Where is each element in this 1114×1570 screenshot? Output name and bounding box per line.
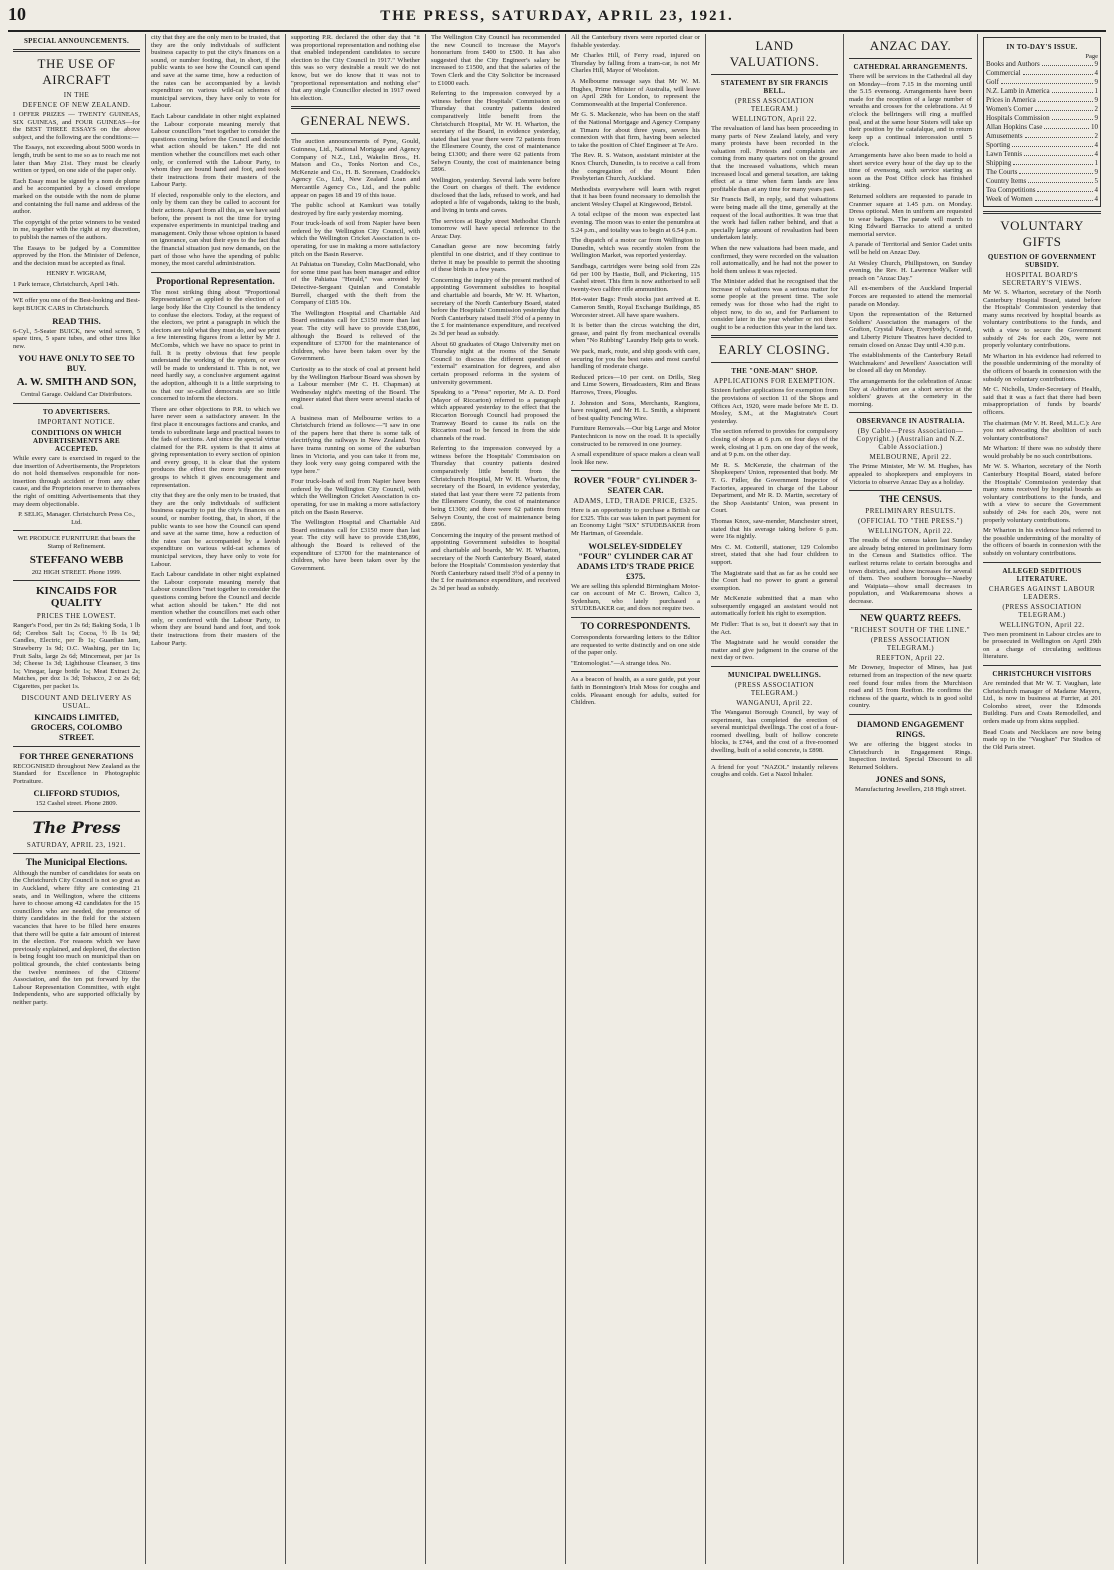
clifford-body: RECOGNISED throughout New Zealand as the Standard for Excellence in Photographic Portraiture.: [13, 762, 140, 785]
editorial-body2: Each Labour candidate in other night explained the Labour corporate meaning merely that Labour councillors "met together to consider the questions coming before the Council and decide what action should be taken." He did not mention whether the councillors met each other only, or conferred with the Labour Party, to whom they are bound hand and foot, and took their instructions from their masters of the Labour Party.: [151, 112, 280, 189]
news-body2: Referring to the impression conveyed by a witness before the Hospitals' Commission on Thursday that country patients desired comparatively little benefit from the Christchurch Hospital, Mr W. H. Wharton, the secretary of the Board, in evidence yesterday, stated that last year there were 72 patients from the Ellesmere County, the cost of maintenance being £1300; and there were 62 patients from Selwyn County, the cost of maintenance being £896.: [431, 90, 560, 174]
early-body9: The Magistrate said he would consider the matter and give judgment in the course of the next day or two.: [711, 639, 838, 662]
observance-press: (By Cable—Press Association—Copyright.) (Australian and N.Z. Cable Association.): [856, 427, 965, 452]
important-notice: IMPORTANT NOTICE.: [37, 418, 116, 427]
news-body5: Canadian geese are now becoming fairly plentiful in one district, and if they continue to thrive it may be possible to permit the shooting of these birds in a few years.: [431, 243, 560, 274]
special-announcements-heading: SPECIAL ANNOUNCEMENTS.: [23, 37, 129, 45]
item-body5: The Rev. R. S. Watson, assistant minister at the Knox Church, Dunedin, is to receive a call from the congregation of the Mount Eden Presbyterian Church, Auckland.: [571, 152, 700, 183]
index-page: 2: [1094, 132, 1098, 140]
anzac-body9: The arrangements for the celebration of Anzac Day at Ashburton are a short service at the soldiers' graves at the cemetery in the morning.: [849, 377, 972, 408]
municipal-elections-heading: The Municipal Elections.: [25, 857, 128, 868]
item-body9: Sandbags, cartridges were being sold from 22s 6d per 100 by Hastie, Bull, and Pickering, 115 Cashel street. This firm is now authorised to sell twenty-two calibre rifle ammunition.: [571, 263, 700, 293]
column-3: [286, 34, 426, 1564]
general-body3-cont: Four truck-loads of soil from Napier have been ordered by the Wellington City Council, with which the Wellington Cricket Association is co-operating, for use in making a more satisfactory pitch on the Basin Reserve.: [291, 478, 420, 516]
divider: [711, 362, 838, 363]
webb-address: 202 HIGH STREET. Phone 1999.: [31, 568, 122, 576]
news-body1: The Wellington City Council has recommended the new Council to increase the Mayor's honorarium from £400 to £500. It has also suggested that the City Engineer's salary be increased to £1500, and that the salaries of the Town Clerk and the City Solicitor be increased to £1000 each.: [431, 34, 560, 87]
news-body8: Speaking to a "Press" reporter, Mr A. D. Ford (Mayor of Riccarton) referred to a paragraph which appeared yesterday to the effect that the Riccarton Borough Council had proposed the Tramway Board to cause its rails on the Riccarton road to be fenced in from the side channels of the road.: [431, 389, 560, 442]
divider: [571, 671, 700, 672]
item-body16: A small expenditure of space makes a clean wall look like new.: [571, 451, 700, 466]
divider: [711, 759, 838, 760]
index-label: Golf: [986, 78, 999, 86]
page-number: 10: [8, 4, 26, 24]
seditious-body: Two men prominent in Labour circles are to be prosecuted in Wellington on April 29th on a charge of circulating seditious literature.: [983, 630, 1101, 661]
municipal-elections-body: Although the number of candidates for seats on the Christchurch City Council is not so great as in Auckland, where fifty are contesting 21 seats, and in Wellington, where the citizens have to choose among 42 candidates for the 15 councillors who are needed, the presence of thirty candidates in the field for the sixteen vacancies that have to be filled here ensures that there will be quite a fair amount of interest in the election. For reasons which we have previously explained, and deplored, the election is being fought too much on municipal than on political grounds, the chief contestants being the twelve nominees of the Citizens' Association, and the ten put forward by the Labour Representation Committee, with eight Independents, who are supported officially by neither party.: [13, 869, 140, 1006]
index-label: Commercial: [986, 69, 1021, 77]
index-page-label: Page: [1085, 53, 1098, 60]
aircraft-body5: The Essays to be judged by a Committee approved by the Hon. the Minister of Defence, and the decision must be accepted as final.: [13, 244, 140, 267]
index-label: Amusements: [986, 132, 1023, 140]
buick-body: WE offer you one of the Best-looking and Best-kept BUICK CARS in Christchurch.: [13, 297, 140, 313]
divider: [151, 272, 280, 273]
divider: [13, 292, 140, 293]
item-body8: The dispatch of a motor car from Wellington to Dunedin, which was recently stolen from the Wellington Market, was reported yesterday.: [571, 237, 700, 260]
quartz-press: (PRESS ASSOCIATION TELEGRAM.): [870, 636, 951, 653]
seditious-heading: ALLEGED SEDITIOUS LITERATURE.: [1002, 566, 1082, 583]
index-row: [986, 177, 1098, 186]
column-5: [566, 34, 706, 1564]
aircraft-title: THE USE OF AIRCRAFT: [37, 56, 116, 87]
item-body14: J. Johnston and Sons, Merchants, Rangiora, have resigned, and Mr H. L. Smith, a shipment of best quality Fencing Wire.: [571, 399, 700, 422]
item-body2: Mr Charles Hill, of Ferry road, injured on Thursday by falling from a tram-car, is not Mr Charles Hill, Mayor of Woolston.: [571, 52, 700, 75]
jones-address: Manufacturing Jewellers, 218 High street.: [855, 786, 966, 794]
index-page: 4: [1094, 186, 1098, 194]
conditions-signature: P. SELIG, Manager. Christchurch Press Co., Ltd.: [18, 511, 135, 526]
editorial-body4: There are other objections to P.R. to which we have never seen a satisfactory answer. In the first place it encourages factions and cranks, and tends to subordinate large and practical issues to the fads of sections. And since the special virtue claimed for the P.R. system is that it aims at giving representation to every section of opinion and every group, it is clear that the system produces the effect the more truly the more groups to which it gives encouragement and representation.: [151, 405, 280, 489]
early-sub: THE "ONE-MAN" SHOP.: [731, 367, 818, 376]
index-page: 9: [1094, 78, 1098, 86]
generations-heading: FOR THREE GENERATIONS: [19, 750, 134, 761]
early-body6: The Magistrate said that as far as he could see the Court had no power to grant a general exemption.: [711, 569, 838, 592]
index-row: [986, 60, 1098, 69]
seditious-press: (PRESS ASSOCIATION TELEGRAM.): [1002, 602, 1082, 619]
editorial-body1: city that they are the only men to be trusted, that they are the only individuals of sufficient business capacity to put the city's finances on a sound, or number footing, that, in short, if the public wants to see how the Council can spend and save at the same time, how a reduction of the rates can be accompanied by a lavish expenditure on various wild-cat schemes of municipal services, they have only to vote for Labour.: [151, 34, 280, 110]
anzac-body7: Upon the representation of the Returned Soldiers' Association the managers of the Grafton, Crystal Palace, Everybody's, Grand, and Liberty Picture Theatres have decided to remain closed on Anzac Day until 4.30 p.m.: [849, 311, 972, 349]
quartz-heading: NEW QUARTZ REEFS.: [860, 614, 961, 625]
anzac-body5: At Wesley Church, Phillipstown, on Sunday evening, the Rev. H. Lawrence Walker will preach on "Anzac Day.": [849, 259, 972, 282]
index-box: [983, 37, 1101, 207]
divider: [849, 490, 972, 491]
seditious-dateline: WELLINGTON, April 22.: [999, 620, 1085, 629]
anzac-sub: CATHEDRAL ARRANGEMENTS.: [853, 63, 968, 71]
wolseley-heading: WOLSELEY-SIDDELEY "FOUR" CYLINDER CAR AT ADAMS LTD'S TRADE PRICE £375.: [576, 540, 695, 581]
discount: DISCOUNT AND DELIVERY AS USUAL.: [21, 693, 132, 710]
early-body5: Mrs C. M. Cotterill, stationer, 129 Colombo street, stated that she had four children to support.: [711, 543, 838, 566]
general-news-heading: GENERAL NEWS.: [300, 113, 411, 129]
news-body3: Wellington, yesterday. Several lads were before the Court on charges of theft. The evidence disclosed that the lads, refused to work, and had adopted a life of vagabonds, taking to the bush, and living in tents and caves.: [431, 176, 560, 215]
divider: [983, 665, 1101, 666]
item-body11: It is better than the circus watching the dirt, grease, and paint fly from mechanical overalls when "No Rubbing" Laundry Help gets to work.: [571, 322, 700, 345]
item-body7: A total eclipse of the moon was expected last evening. The moon was to enter the penumbra at 5.24 p.m., and totality was to begin at 6.54 p.m.: [571, 211, 700, 234]
index-row: [986, 114, 1098, 123]
column-4: [426, 34, 566, 1564]
item-body6: Methodists everywhere will learn with regret that it has been found necessary to demolish the ancient Wesley Chapel at Kingswood, Bristol.: [571, 185, 700, 208]
anzac-day-heading: ANZAC DAY.: [869, 38, 952, 53]
voluntary-sub2: HOSPITAL BOARD'S SECRETARY'S VIEWS.: [1002, 271, 1082, 287]
divider: [291, 133, 420, 134]
index-list: [986, 60, 1098, 204]
divider: [711, 74, 838, 75]
observance-heading: OBSERVANCE IN AUSTRALIA.: [856, 417, 965, 426]
proportional-body: The most striking thing about "Proportional Representation" as applied to the election of a large body like the City Council is the tendency to confuse the electors. Today, at the request of the electors, we print a paragraph in which the electors are told what they must do, and we print a few interesting figures from a letter by Mr J. McCombs, which we have no space to print in full. It is pretty obvious that few people understand the working of the system, or ever will be made to understand it. This is not, we need hardly say, a conclusive argument against the adoption, although it is a little surprising to us that our so-called democrats are so little concerned to inform the electors.: [151, 288, 280, 403]
index-row: [986, 87, 1098, 96]
general-body3: Four truck-loads of soil from Napier have been ordered by the Wellington City Council, with which the Wellington Cricket Association is co-operating, for use in making a more satisfactory pitch on the Basin Reserve.: [291, 220, 420, 258]
steffano-webb: STEFFANO WEBB: [29, 553, 124, 566]
index-label: Sporting: [986, 141, 1011, 149]
municipal-dwellings-heading: MUNICIPAL DWELLINGS.: [728, 671, 821, 680]
aircraft-body3: Each Essay must be signed by a nom de plume and be accompanied by a closed envelope marked on the outside with the nom de plume and containing the full name and address of the author.: [13, 177, 140, 216]
land-valuations-heading: LAND VALUATIONS.: [729, 38, 820, 69]
general-body2: The public school at Kamkuri was totally destroyed by fire early yesterday morning.: [291, 202, 420, 217]
press-banner: [13, 811, 140, 854]
index-label: The Courts: [986, 168, 1018, 176]
divider: [711, 335, 838, 338]
press-logo: The Press: [32, 817, 121, 837]
seditious-sub: CHARGES AGAINST LABOUR LEADERS.: [988, 584, 1096, 601]
index-row: [986, 123, 1098, 132]
index-label: Allan Hopkins Case: [986, 123, 1043, 131]
item-body1: All the Canterbury rivers were reported clear or fishable yesterday.: [571, 34, 700, 49]
masthead: [8, 4, 1106, 32]
voluntary-body2: Mr Wharton in his evidence had referred to the possible undermining of the morality of the officers of boards in connexion with the subsidy on voluntary contributions.: [983, 352, 1101, 383]
kincaids-prices: PRICES THE LOWEST.: [36, 612, 117, 621]
aircraft-body4: The copyright of the prize winners to be vested in me, together with the right at my discretion, to publish the names of the authors.: [13, 218, 140, 241]
kincaids-heading: KINCAIDS FOR QUALITY: [36, 585, 117, 610]
rover-sub: ADAMS, LTD, TRADE PRICE, £325.: [573, 497, 698, 506]
entomologist: "Entomologist."—A strange idea. No.: [571, 659, 671, 667]
anzac-body8: The establishments of the Canterbury Retail Watchmakers' and Jewellers' Association will be closed all day on Monday.: [849, 352, 972, 375]
column-2: [146, 34, 286, 1564]
census-heading: THE CENSUS.: [879, 495, 942, 506]
item-body15: Furniture Removals.—Our big Large and Motor Pantechnicon is now on the road. It is specially constructed to be removed in one journey.: [571, 425, 700, 448]
index-page: 1: [1094, 159, 1098, 167]
beacon-ad: As a beacon of health, as a sure guide, put your faith in Bonnington's Irish Moss for coughs and colds. Pleasant enough for adults, suited for Children.: [571, 676, 700, 707]
index-page: 4: [1094, 141, 1098, 149]
divider: [571, 617, 700, 618]
index-row: [986, 150, 1098, 159]
proportional-heading: Proportional Representation.: [156, 276, 275, 287]
observance-body: The Prime Minister, Mr W. M. Hughes, has appealed to shopkeepers and employers in Victoria to observe Anzac Day as a holiday.: [849, 463, 972, 486]
muni-dwell-dateline: WANGANUI, April 22.: [736, 699, 813, 708]
index-label: Country Items: [986, 177, 1027, 185]
divider: [849, 714, 972, 715]
jones-name: JONES and SONS,: [875, 774, 946, 785]
buick-read: READ THIS.: [52, 315, 101, 326]
item-body4: Mr G. S. Mackenzie, who has been on the staff of the National Mortgage and Agency Company at Timaru for about three years, severs his connexion with that firm, having been selected to take the position of Chief Engineer at Te Aro.: [571, 111, 700, 149]
visitors-body: Are reminded that Mr W. T. Vaughan, late Christchurch manager of Madame Mayers, Ltd., is now in business at Furrier, at 201 Colombo street, over the Edmonds Building. Furs and Coats Remodelled, and orders made up from skins supplied.: [983, 679, 1101, 725]
index-page: 5: [1094, 177, 1098, 185]
anzac-body4: A parade of Territorial and Senior Cadet units will be held on Anzac Day.: [849, 241, 972, 257]
voluntary-sub: QUESTION OF GOVERNMENT SUBSIDY.: [987, 253, 1097, 269]
columns: [8, 34, 1106, 1564]
voluntary-body1: Mr W. S. Wharton, secretary of the North Canterbury Hospital Board, stated before the Hospitals' Commission yesterday that many sums received by hospital boards as voluntary contributions to the funds, and with a view to secure the Government subsidy of 24s for each 20s, were not properly voluntary contributions.: [983, 289, 1101, 350]
news-body2-cont: Referring to the impression conveyed by a witness before the Hospitals' Commission on Thursday that country patients desired comparatively little benefit from the Christchurch Hospital, Mr W. H. Wharton, the secretary of the Board, in evidence yesterday, stated that last year there were 72 patients from the Ellesmere County, the cost of maintenance being £1300; and there were 62 patients from Selwyn County, the cost of maintenance being £896.: [431, 445, 560, 529]
divider: [983, 211, 1101, 214]
rover-heading: ROVER "FOUR" CYLINDER 3-SEATER CAR.: [573, 475, 697, 496]
index-page: 9: [1094, 96, 1098, 104]
item-body10: Hot-water Bags: Fresh stocks just arrived at E. Cameron Smith, Royal Exchange Buildings, 85 Worcester street. All have spare washers.: [571, 296, 700, 319]
divider: [13, 530, 140, 531]
index-row: [986, 141, 1098, 150]
clifford-address: 152 Cashel street. Phone 2809.: [35, 800, 118, 808]
conditions-heading: CONDITIONS ON WHICH ADVERTISEMENTS ARE ACCEPTED.: [31, 429, 122, 454]
voluntary-body1-cont: Mr W. S. Wharton, secretary of the North Canterbury Hospital Board, stated before the Hospitals' Commission yesterday that many sums received by hospital boards as voluntary contributions to the funds, and with a view to secure the Government subsidy of 24s for each 20s, were not properly voluntary contributions.: [983, 463, 1101, 524]
divider: [13, 403, 140, 404]
divider: [13, 580, 140, 581]
index-label: Shipping: [986, 159, 1012, 167]
index-row: [986, 96, 1098, 105]
muni-dwell-body: The Wanganui Borough Council, by way of experiment, has completed the erection of several municipal dwellings. The cost of a four-roomed dwelling, built of hollow concrete blocks, is £744, and the cost of a five-roomed dwelling, built of a solid concrete, is £898.: [711, 709, 838, 754]
divider: [13, 49, 140, 52]
divider: [571, 470, 700, 471]
index-heading: IN TO-DAY'S ISSUE.: [1006, 43, 1078, 51]
column-8: [978, 34, 1106, 1564]
aircraft-body2: The Essays, not exceeding about 5000 words in length, truth be sent to me so as to reach me not later than May 21st. They must be clearly written or typed, on one side of the paper only.: [13, 144, 140, 175]
voluntary-body2-cont: Mr Wharton in his evidence had referred to the possible undermining of the morality of the officers of boards in connexion with the subsidy on voluntary contributions.: [983, 527, 1101, 557]
news-body7: About 60 graduates of Otago University met on Thursday night at the rooms of the Senate Council to discuss the different question of "external" examination for degrees, and also certain proposed reforms in the system of university government.: [431, 340, 560, 386]
rover-body: Here is an opportunity to purchase a British car for £325. This car was taken in part payment for an Economy Light "SIX" STUDEBAKER from Mr Hartman, of Greendale.: [571, 507, 700, 538]
early-body1: Sixteen further applications for exemption from the provisions of section 11 of the Shops and Offices Act, 1920, were made before Mr E. D. Mosley, S.M., at the Magistrate's Court yesterday.: [711, 387, 838, 425]
pr-body: supporting P.R. declared the other day that "it was proportional representation and nothing else that enabled independent candidates to secure election to the City Council in 1917." Whether this was so very desirable a result we do not know, but we do know that it was not to "proportional representation and nothing else" that any single Councillor elected in 1917 owed his election.: [291, 34, 420, 102]
land-body2: Sir Francis Bell, in reply, said that valuations were being made all the time, generally at the request of the local authorities. It was true that the work had fallen rather behind, and that a specially large amount of revaluation had been undertaken lately.: [711, 196, 838, 242]
land-body4: The Minister added that he recognised that the increase of valuations was a serious matter for some people at the present time. The sole remedy was for those who had the right to object now, to do so, and for Parliament to consider later in the year whether or not there ought to be a reduction this year in the land tax.: [711, 278, 838, 331]
land-sub: STATEMENT BY SIR FRANCIS BELL.: [720, 79, 829, 95]
anzac-body2: Arrangements have also been made to hold a short service every hour of the day up to the time of evensong, such service starting as soon as the Post Office clock has finished striking.: [849, 151, 972, 190]
general-body1: The auction announcements of Pyne, Gould, Guinness, Ltd., National Mortgage and Agency Company of N.Z., Ltd., Wakelin Bros., H. Matson and Co., Tonks Norton and Co., McKenzie and Co., H. B. Sorensen, Craddock's Agency Co., Ltd., New Zealand Loan and Mercantile Agency Co., Ltd., and the public appear on pages 18 and 19 of this issue.: [291, 138, 420, 199]
index-label: Lawn Tennis: [986, 150, 1023, 158]
anzac-body6: All ex-members of the Auckland Imperial Forces are requested to attend the memorial parade on Monday.: [849, 285, 972, 308]
editorial-body1-cont: city that they are the only men to be trusted, that they are the only individuals of sufficient business capacity to put the city's finances on a sound, or number footing, that, in short, if the public wants to see how the Council can spend and save at the same time, how a reduction of the rates can be accompanied by a lavish expenditure on various wild-cat schemes of municipal services, they have only to vote for Labour.: [151, 492, 280, 568]
news-body4: The services at Rugby street Methodist Church tomorrow will have special reference to the Anzac Day.: [431, 217, 560, 240]
smith-address: Central Garage. Oakland Car Distributors.: [20, 391, 133, 399]
correspondents-heading: TO CORRESPONDENTS.: [580, 622, 691, 633]
divider: [849, 58, 972, 59]
index-label: Tea Competitions: [986, 186, 1036, 194]
item-body12: We pack, mark, route, and ship goods with care, securing for you the best rates and most careful handling of moderate charge.: [571, 347, 700, 371]
aircraft-address: 1 Park terrace, Christchurch, April 14th.: [13, 280, 119, 288]
index-page: 2: [1094, 105, 1098, 113]
column-6: [706, 34, 844, 1564]
early-closing-heading: EARLY CLOSING.: [718, 342, 831, 358]
item-body3: A Melbourne message says that Mr W. M. Hughes, Prime Minister of Australia, will leave on April 29th for London, to represent the Commonwealth at the Imperial Conference.: [571, 77, 700, 108]
aircraft-sub1: IN THE: [63, 91, 90, 99]
voluntary-body3: Mr C. Nicholls, Under-Secretary of Health, said that it was a fact that there had been misappropriation of funds by boards' officers.: [983, 386, 1101, 416]
correspondents-body: Correspondents forwarding letters to the Editor are requested to write distinctly and on one side of the paper only.: [571, 634, 700, 657]
general-body7: A business man of Melbourne writes to a Christchurch friend as follows:—"I saw in one of the papers here that there is some talk of electrifying the railways in New Zealand. You have trams running on some of the suburban lines in Victoria, and you can take it from me, they look very easy going compared with the type here.": [291, 414, 420, 475]
index-page: 10: [1091, 123, 1098, 131]
observance-dateline: MELBOURNE, April 22.: [869, 453, 952, 462]
bead-coats: Bead Coats and Necklaces are now being made up in the "Vaughan" Fur Studios of the Old Paris street.: [983, 728, 1101, 751]
divider: [291, 106, 420, 109]
aircraft-sub2: DEFENCE OF NEW ZEALAND.: [22, 101, 131, 109]
early-sub2: APPLICATIONS FOR EXEMPTION.: [713, 377, 836, 386]
masthead-title: THE PRESS, SATURDAY, APRIL 23, 1921.: [380, 8, 734, 24]
index-page: 4: [1094, 150, 1098, 158]
divider: [849, 412, 972, 413]
aircraft-body1: I OFFER PRIZES — TWENTY GUINEAS, SIX GUINEAS, and FOUR GUINEAS—for the BEST THREE ESSAYS on the above subject, and the following are the conditions:—: [13, 111, 140, 141]
divider: [711, 666, 838, 667]
editorial-body3: If elected, responsible only to the electors, and only by them can they be called to account for their actions. Apart from all this, as we have said before, the present is not the time for trying expensive experiments in municipal trading and management. Only those whose opinion is based on ignorance, can shut their eyes to the fact that the financial situation just now demands, on the part of those who have the spending of public money, the most careful administration.: [151, 191, 280, 268]
voluntary-body5: Mr Wharton: If there was no subsidy there would probably be no such contributions.: [983, 445, 1101, 460]
column-1: [8, 34, 146, 1564]
general-body4: At Pahiatua on Tuesday, Colin MacDonald, who for some time past has been manager and editor of the Pahiatua "Herald," was arrested by Detective-Sergeant Quinlan and Constable Burrell, charged with the theft from the Company of £185 10s.: [291, 261, 420, 307]
index-label: Week of Women: [986, 195, 1033, 203]
quartz-sub: "RICHEST SOUTH OF THE LINE.": [850, 626, 971, 635]
conditions-body: While every care is exercised in regard to the due insertion of Advertisements, the Proprietors do not hold themselves responsible for non-insertion through accident or from any other cause, and the Proprietors reserve to themselves the right of omitting Advertisements that they may deem objectionable.: [13, 455, 140, 508]
general-body5-cont: The Wellington Hospital and Charitable Aid Board estimates call for £3150 more than last year. The city will have to provide £38,896, although the Board is relieved of the expenditure of £3700 for the maintenance of children, who have been taken over by the Government.: [291, 519, 420, 572]
index-label: Women's Corner: [986, 105, 1033, 113]
census-body: The results of the census taken last Sunday are already being entered in preliminary form in the Census and Statistics office. The earliest returns relate to certain boroughs and town districts, and show increases for several of them. Two southern boroughs—Naseby and Waipiata—show small decreases in population, and Waikaremoana shows a decrease.: [849, 537, 972, 605]
kincaids-list: Ranger's Food, per tin 2s 6d; Baking Soda, 1 lb 6d; Cerebos Salt 1s; Cocoa, ½ lb 1s 9d; Candles, Electric, per lb 1s; Guardian Jam, Strawberry 1s 9d; O.C. Washing, per tin 1s; Fruit Salts, large 2s 6d; Mincemeat, per jar 1s 3d; Cheese 1s 3d; Lighthouse Cleanser, 3 tins 1s; Vinegar, large bottle 1s; Meat Extract 2s; Matches, per doz 1s 3d; Tobacco, 2 oz 2s 6d; Cigarettes, per packet 1s.: [13, 622, 140, 690]
land-body3: When the new valuations had been made, and confirmed, they were recorded on the valuation roll automatically, and he had not the power to hold them unless it was rejected.: [711, 244, 838, 275]
voluntary-gifts-heading: VOLUNTARY GIFTS: [1000, 218, 1084, 249]
news-body6-cont: Concerning the inquiry of the present method of appointing Government subsidies to hospital and charitable aid boards, Mr W. H. Wharton, secretary of the North Canterbury Board, stated before the Hospitals' Commission yesterday that North Canterbury raised itself 3½d of a penny in the £ for maintenance expenditure, and received 2s 3d per head as subsidy.: [431, 531, 560, 592]
land-dateline: WELLINGTON, April 22.: [731, 115, 818, 123]
diamond-body: We are offering the biggest stocks in Christchurch in Engagement Rings. Inspection invited. Special Discount to all Returned Soldiers.: [849, 741, 972, 771]
index-row: [986, 105, 1098, 114]
census-sub: PRELIMINARY RESULTS.: [865, 507, 956, 516]
index-row: [986, 195, 1098, 204]
news-body6: Concerning the inquiry of the present method of appointing Government subsidies to hospital and charitable aid boards, Mr W. H. Wharton, secretary of the North Canterbury Board, stated before the Hospitals' Commission yesterday that North Canterbury raised itself 3½d of a penny in the £ for maintenance expenditure, and received 2s 3d per head as subsidy.: [431, 276, 560, 337]
index-row: [986, 186, 1098, 195]
index-label: Hospitals Commission: [986, 114, 1050, 122]
visitors-heading: CHRISTCHURCH VISITORS: [992, 669, 1092, 678]
index-page: 4: [1094, 69, 1098, 77]
anzac-body1: There will be services in the Cathedral all day on Monday—from 7.15 in the morning until the 5.15 evensong. Arrangements have been made for the reception of a large number of wreaths and crosses for the celebrations. At 9 o'clock the bellringers will ring a muffled peal, and at the same hour Sisters will take up their position by the catafalque, and in return keep up a continual intercession until 5 o'clock.: [849, 73, 972, 149]
index-page: 9: [1094, 114, 1098, 122]
buick-detail: 6-Cyl., 5-Seater BUICK, new wind screen, 5 spare tires, 5 spare tubes, and other tires like new.: [13, 327, 140, 350]
nazol-ad: A friend for you! "NAZOL" instantly relieves coughs and colds. Get a Nazol Inhaler.: [711, 763, 838, 779]
general-body5: The Wellington Hospital and Charitable Aid Board estimates call for £3150 more than last year. The city will have to provide £38,896, although the Board is relieved of the expenditure of £3700 for the maintenance of children, who have been taken over by the Government.: [291, 309, 420, 363]
early-body8: Mr Fidler: That is so, but it doesn't say that in the Act.: [711, 621, 838, 636]
quartz-body: Mr Downey, Inspector of Mines, has just returned from an inspection of the new quartz reef found four miles from the Murchison road and 15 from Reefton. He confirms the richness of the quartz, which is in good solid country.: [849, 664, 972, 710]
divider: [983, 562, 1101, 563]
voluntary-body4: The chairman (Mr V. H. Reed, M.L.C.): Are you not advocating the abolition of such voluntary contributions?: [983, 419, 1101, 442]
index-label: N.Z. Lamb in America: [986, 87, 1050, 95]
index-page: 9: [1094, 60, 1098, 68]
index-label: Books and Authors: [986, 60, 1040, 68]
index-row: [986, 69, 1098, 78]
editorial-body2-cont: Each Labour candidate in other night explained the Labour corporate meaning merely that Labour councillors "met together to consider the questions coming before the Council and decide what action should be taken." He did not mention whether the councillors met each other only, or conferred with the Labour Party, to whom they are bound hand and foot, and took their instructions from their masters of the Labour Party.: [151, 571, 280, 647]
early-body2: The section referred to provides for compulsory closing of shops at 6 p.m. on four days of the week, closing at 1 p.m. on one day of the week, and at 9 p.m. on the other day.: [711, 428, 838, 459]
item-body13: Reduced prices—10 per cent. on Drills, Sieg and Lime Sowers, Broadcasters, Rim and Brass Harrows, Trees, Ploughs.: [571, 373, 700, 396]
kincaids-ltd: KINCAIDS LIMITED, GROCERS, COLOMBO STREET.: [30, 711, 123, 742]
muni-dwell-press: (PRESS ASSOCIATION TELEGRAM.): [734, 681, 815, 698]
index-row: [986, 159, 1098, 168]
census-dateline: WELLINGTON, April 22.: [867, 527, 954, 536]
divider: [13, 746, 140, 747]
press-date: SATURDAY, APRIL 23, 1921.: [26, 840, 127, 849]
early-body4: Thomas Knox, saw-mender, Manchester street, stated that his average taking before 6 p.m. were 16s nightly.: [711, 517, 838, 541]
divider: [849, 609, 972, 610]
land-press: (PRESS ASSOCIATION TELEGRAM.): [734, 97, 815, 113]
general-body6: Curiosity as to the stock of coal at present held by the Wellington Harbour Board was shown by a Labour member (Mr C. H. Chapman) at Wednesday night's meeting of the Board. The engineer stated that there were several stacks of coal.: [291, 365, 420, 411]
furniture-ad: WE PRODUCE FURNITURE that bears the Stamp of Refinement.: [17, 535, 136, 550]
census-press: (OFFICIAL TO "THE PRESS."): [858, 517, 963, 526]
index-row: [986, 168, 1098, 177]
clifford-name: CLIFFORD STUDIOS,: [33, 788, 120, 799]
column-7: [844, 34, 978, 1564]
land-body1: The revaluation of land has been proceeding in many parts of New Zealand lately, and very many protests have been recorded in the valuation roll. Protests and complaints are coming from many quarters not on the ground that the increased valuations, which mean increased local and general taxation, are taking effect at a time when farm lands are less profitable than at any time for many years past.: [711, 125, 838, 193]
index-page: 9: [1094, 168, 1098, 176]
anzac-body3: Returned soldiers are requested to parade in Cranmer square at 1.45 p.m. on Monday. Dress optional. Men in uniform are requested to wear badges. The parade will march to King Edward Barracks to attend a united memorial service.: [849, 192, 972, 238]
diamond-heading: DIAMOND ENGAGEMENT RINGS.: [857, 719, 964, 740]
early-body3: Mr R. S. McKenzie, the chairman of the Shopkeepers' Union, represented that body. Mr T. G. Fidler, the Government Inspector of Factories, appeared in charge of the Labour Department, and Mr R. D. Martin, secretary of the Shop Assistants' Union, was present in Court.: [711, 461, 838, 515]
index-page: 4: [1094, 195, 1098, 203]
index-row: [986, 132, 1098, 141]
buick-cta: YOU HAVE ONLY TO SEE TO BUY.: [18, 353, 135, 374]
index-page: 1: [1094, 87, 1098, 95]
early-body7: Mr McKenzie submitted that a man who subsequently engaged an assistant would not automatically forfeit his right to exemption.: [711, 595, 838, 618]
index-row: [986, 78, 1098, 87]
quartz-dateline: REEFTON, April 22.: [876, 654, 945, 663]
index-label: Prices in America: [986, 96, 1036, 104]
aircraft-signature: HENRY F. WIGRAM,: [46, 270, 107, 278]
wolseley-body: We are selling this splendid Birmingham Motor-car on account of Mr C. Brown, Calico 3, Sydenham, who lately purchased a STUDEBAKER car, and does not require two.: [571, 582, 700, 613]
advertisers-heading: TO ADVERTISERS.: [42, 408, 111, 417]
smith-name: A. W. SMITH AND SON,: [16, 376, 137, 389]
